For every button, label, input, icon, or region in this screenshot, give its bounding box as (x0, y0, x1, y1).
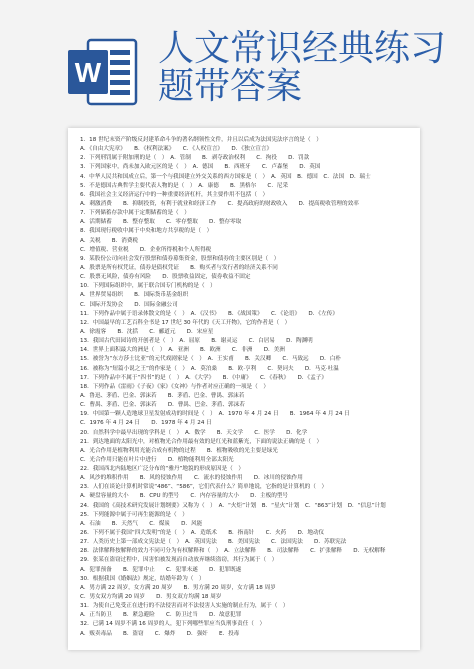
document-text (80, 136, 412, 639)
text-line: 3．下列国家中，尚未加入欧元区的是（ ） A．德国 B．西班牙 C．卢森堡 D．英国 (80, 164, 321, 171)
text-line: 11．下列作品中属于语录体散文的是（ ） A．《汉书》 B．《战国策》 C．《论语》 D．《左传》 (80, 310, 338, 317)
text-line: C．光合作用只能在叶片中进行 D．植物能利用全部太阳光 (80, 456, 234, 463)
text-line: A．男方满 22 周岁，女方满 20 周岁 B．男方满 20 周岁，女方满 18 周岁 (80, 584, 276, 591)
title-line-1: 人文常识经典练习 (158, 28, 447, 69)
text-line: 4．中华人民共和国成立后，第一个与我国建立外交关系的西方国家是（ ） A．英国 B．德国 C．法国 D．瑞士 (80, 173, 371, 180)
text-line: A．贩卖毒品 B．盗窃 C．爆炸 D．强奸 E．投毒 (80, 630, 240, 637)
word-document-icon (66, 38, 138, 106)
text-line: C．男女双方均满 20 周岁 D．男女双方均满 18 周岁 (80, 594, 222, 601)
text-line: A．活期储蓄 B．整存整取 C．零存整取 D．整存零取 (80, 219, 242, 226)
text-line: 29．张某在盗窃过程中，因害怕被发现而自动放弃继续盗窃，其行为属于（ ） (80, 557, 278, 564)
text-line: 9．某股份公司向社会发行股票和债券募集资金，股票和债券的主要区别是（ ） (80, 255, 280, 262)
text-line: A．石油 B．天然气 C．煤炭 D．风能 (80, 520, 203, 527)
text-line: C．国际开发协会 D．国际金融公司 (80, 301, 178, 308)
text-line: 13．我国古代田园诗的开创者是（ ） A．屈原 B．谢灵运 C．白居易 D．陶渊明 (80, 338, 313, 345)
text-line: 7．下列储蓄存款中属于定期储蓄的是（ ） (80, 210, 190, 217)
text-line: A．正当防卫 B．紧急避险 C．防卫过当 D．故意犯罪 (80, 612, 242, 619)
text-line: A．风沙的堆积作用 B．风的侵蚀作用 C．流水的侵蚀作用 D．冰川的侵蚀作用 (80, 475, 303, 482)
text-line: 21．到达地面的太阳光中，对植物光合作用最有效的是红光和蓝紫光，下面的说法正确的是（ ） (80, 438, 323, 445)
page-title (158, 30, 468, 106)
text-line: 31．为使自己免受正在进行的不法侵害而对不法侵害人实施的制止行为，属于（ ） (80, 603, 289, 610)
text-line: 32．已满 14 周岁不满 16 周岁的人，犯下列哪些罪应当负刑事责任（ ） (80, 621, 266, 628)
text-line: 14．世界上面积最大的洲是（ ） A．亚洲 B．欧洲 C．非洲 D．美洲 (80, 347, 285, 354)
text-line: 10．下列国际组织中，属于联合国专门机构的是（ ） (80, 283, 216, 290)
text-line: 20．自然科学中最早出现的学科是（ ） A．数学 B．天文学 C．医学 D．化学 (80, 429, 308, 436)
text-line: 24．我国的《高技术研究发展计划纲要》又称为（ ） A．“火炬”计划 B．“星火”计划 C．“863”计划 D．“信息”计划 (80, 502, 386, 509)
text-line: 26．下列不属于我国“四大发明”的是（ ） A．造纸术 B．指南针 C．火药 D．地动仪 (80, 530, 325, 537)
text-line: 28．法律解释按解释的效力不同可分为有权解释和（ ） A．立法解释 B．司法解释 C．扩张解释 D．无权解释 (80, 548, 386, 555)
text-line: 30．根据我国《婚姻法》规定，结婚年龄为（ ） (80, 575, 205, 582)
text-line: A．《自由大宪章》 B．《权利法案》 C．《人权宣言》 D．《独立宣言》 (80, 146, 273, 153)
text-line: C．股票无风险，债券有风险 D．股票收益固定，债券收益不固定 (80, 274, 251, 281)
text-line: A．刺激消费 B．抑制投资，有利于就业和经济工作 C．提高政府的财政收入 D．提高税收管理的效率 (80, 200, 359, 207)
text-line: 5．不是德国古典哲学主要代表人物的是（ ） A．康德 B．黑格尔 C．尼采 (80, 182, 289, 189)
text-line: C．曹禺、茅盾、巴金、郭沫若 D．曹禺、巴金、茅盾、郭沫若 (80, 402, 245, 409)
word-icon-letter: W (74, 57, 102, 88)
document-page (68, 128, 420, 650)
text-line: 2．下列刑罚属于附加刑的是（ ） A．管制 B．剥夺政治权利 C．拘役 D．罚款 (80, 155, 310, 162)
text-line: 1．18 世纪末资产阶级反封建革命斗争的著名纲领性文件，并且以后成为法国宪法序言的是（ ） (80, 137, 322, 143)
text-line: A．光合作用是植物利用光能合成有机物的过程 B．植物吸收的光主要是绿光 (80, 447, 278, 454)
text-line: 6．我国社会主义经济运行中的一种重要经济杠杆，其主要作用不包括（ ） (80, 191, 269, 198)
text-line: 25．下列能源中属于可再生能源的是（ ） (80, 511, 188, 518)
text-line: 22．我国西北内陆地区广泛分布的“雅丹”地貌的形成原因是（ ） (80, 466, 244, 473)
text-line: 8．我国现行税收中属于中央和地方共享税的是（ ） (80, 228, 213, 235)
text-line: 17．下列作品中不属于“四书”的是（ ） A．《大学》 B．《中庸》 C．《春秋》 D．《孟子》 (80, 374, 327, 381)
text-line: 18．下列作品《雷雨》《子夜》《家》《女神》与作者对应正确的一项是（ ） (80, 383, 269, 390)
text-line: A．硬盘容量的大小 B．CPU 的型号 C．内存容量的大小 D．主板的型号 (80, 493, 289, 500)
text-line: 12．中国最早的工艺百科全书是 17 世纪 30 年代的《天工开物》，它的作者是（ ） (80, 319, 291, 326)
text-line: C．增值税、营业税 D．企业所得税和个人所得税 (80, 246, 212, 253)
text-line: 19．中国第一颗人造地球卫星发射成功的时间是（ ） A．1970 年 4 月 24 日 B．1964 年 4 月 24 日 (80, 411, 350, 418)
text-line: 23．人们在谈论计算机时常说“486”、“586”，它们代表什么？简单地说，它指的是计算机的（ ） (80, 484, 328, 491)
text-line: 16．被称为“短篇小说之王”的作家是（ ） A．莫泊桑 B．欧·亨利 C．契诃夫 D．马克·吐温 (80, 365, 339, 372)
title-line-2: 题带答案 (158, 66, 303, 107)
text-line: A．世界贸易组织 B．国际货币基金组织 (80, 292, 189, 299)
text-line: C．1976 年 4 月 24 日 D．1978 年 4 月 24 日 (80, 420, 212, 427)
text-line: A．股票是所有权凭证，债券是债权凭证 B．购买者与发行者的经济关系不同 (80, 264, 278, 271)
text-line: A．关税 B．消费税 (80, 237, 139, 244)
text-line: A．鲁迅、茅盾、巴金、郭沫若 B．茅盾、巴金、曹禺、郭沫若 (80, 392, 245, 399)
text-line: A．犯罪预备 B．犯罪中止 C．犯罪未遂 D．犯罪既遂 (80, 566, 242, 573)
text-line: 15．被誉为“东方莎士比亚”的元代戏剧家是（ ） A．王实甫 B．关汉卿 C．马致远 D．白朴 (80, 356, 341, 363)
text-line: A．徐霞客 B．沈括 C．郦道元 D．宋应星 (80, 328, 214, 335)
text-line: 27．人类历史上第一部成文宪法是（ ） A．英国宪法 B．美国宪法 C．法国宪法 D．苏联宪法 (80, 539, 347, 546)
